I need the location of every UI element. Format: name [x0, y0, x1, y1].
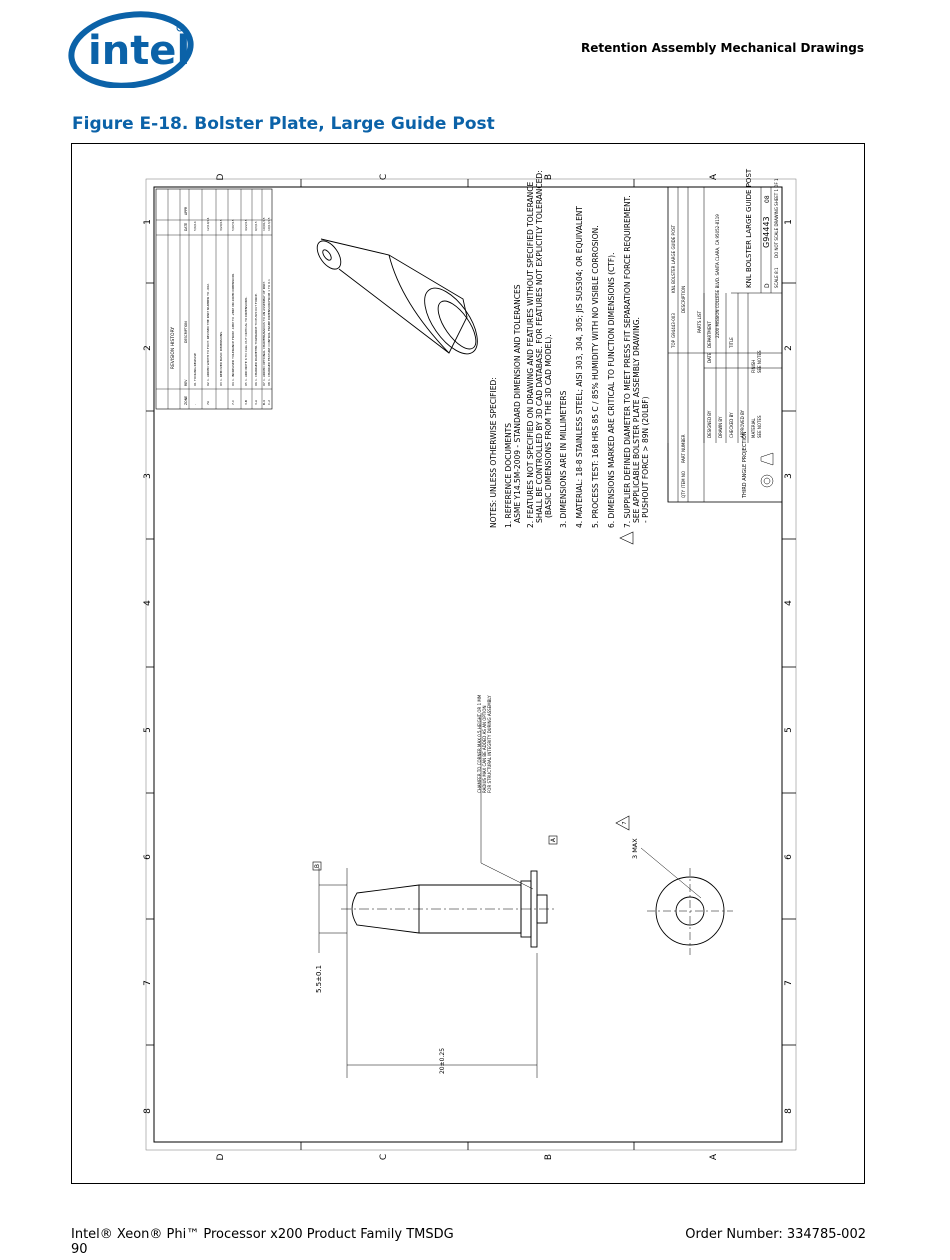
zone-number-right-1: 1 — [784, 219, 794, 225]
rev-row-3-date: 3/20/15 — [219, 219, 223, 231]
material-label: MATERIAL — [751, 418, 756, 438]
footer-order-number: Order Number: 334785-002 — [685, 1227, 866, 1242]
rev-row-2-zone: 7A — [206, 401, 210, 405]
chamfer-note-line3: FOR STRUCTURAL INTEGRITY DURING ASSEMBLY — [487, 695, 492, 793]
rev-row-1-zone: - — [193, 403, 197, 405]
parts-list-label: PARTS LIST — [697, 310, 702, 333]
chamfer-note-line2: RADIUS MAX CAN BE ADDED AS AN OPTION — [482, 705, 487, 793]
dimension-length: 20±0.25 — [439, 1047, 446, 1075]
title-block — [668, 168, 782, 502]
note-1-detail: ASME Y14.5M-2009 - STANDARD DIMENSION AND TOLERANCES — [513, 284, 522, 523]
datum-b-label: B — [314, 863, 321, 869]
finish-label: FINISH — [751, 359, 756, 373]
rev-row-4-desc: 1. INCREASED TOLERANCE FROM .1MM TO .2MM ON 20MM DIMENSION. — [231, 273, 235, 381]
rev-col-description: DESCRIPTION — [184, 321, 188, 343]
zone-letter-bottom-c: C — [379, 1153, 389, 1161]
figure-title: Figure E-18. Bolster Plate, Large Guide Post — [72, 114, 495, 134]
drawn-by-label: DRAWN BY — [718, 416, 723, 438]
zone-number-right-6: 6 — [784, 854, 794, 860]
rev-row-5-rev: 05 — [244, 382, 248, 386]
intel-address: 2200 MISSION COLLEGE BLVD. SANTA CLARA, CA 95052-8119 — [715, 214, 720, 338]
rev-row-2-desc: 1. ADDED WIDTH TO FOOT. REVISED THE PART NUMBER TO -002. — [206, 283, 210, 381]
isometric-guide-post — [312, 237, 487, 363]
zone-number-left-7: 7 — [143, 980, 153, 986]
note-2: 2. FEATURES NOT SPECIFIED ON DRAWING AND FEATURES WITHOUT SPECIFIED TOLERANCE — [526, 181, 535, 528]
zone-number-left-1: 1 — [143, 219, 153, 225]
approved-by-label: APPROVED BY — [740, 409, 745, 438]
rev-row-1-date: 5/6/14 — [193, 221, 197, 231]
rev-row-4-rev: 04 — [231, 382, 235, 386]
engineering-drawing — [71, 143, 865, 1184]
note-7: 7. SUPPLIER DEFINED DIAMETER TO MEET PRESS FIT SEPARATION FORCE REQUIREMENT. — [623, 195, 632, 528]
rev-row-6-date: 6/3/15 — [254, 221, 258, 231]
part-title: KNL BOLSTER LARGE GUIDE POST — [745, 168, 753, 288]
rev-row-2-rev: 02 — [206, 382, 210, 386]
zone-letter-bottom-d: D — [216, 1153, 226, 1161]
note-7-line3: - PUSHOUT FORCE > 89N (20LBF) — [641, 396, 650, 523]
rev-row-3-desc: 1. REMOVED BASIC DIMENSIONS. — [219, 330, 223, 381]
finish-see-notes: SEE NOTES — [757, 350, 762, 373]
dimension-diameter: 5.5±0.1 — [315, 964, 323, 993]
zone-number-right-2: 2 — [784, 345, 794, 351]
title-block-item-part: G94443-003 — [671, 313, 676, 338]
title-block-col-part: PART NUMBER — [681, 434, 686, 463]
note-5: 5. PROCESS TEST: 168 HRS 85 C / 85% HUMIDITY WITH NO VISIBLE CORROSION. — [591, 225, 600, 528]
note-1: 1. REFERENCE DOCUMENTS — [504, 422, 513, 528]
chamfer-note-line1: CHAMFER TO CORNER MAX 0.5 HEIGHT OR 1 MM — [477, 694, 482, 793]
zone-number-left-4: 4 — [143, 600, 153, 606]
rev-row-1-desc: TOOLING RELEASE — [193, 352, 197, 381]
zone-number-right-4: 4 — [784, 600, 794, 606]
zone-number-right-3: 3 — [784, 473, 794, 479]
revision-history-heading: REVISION HISTORY — [171, 326, 176, 370]
rev-col-date: DATE — [184, 222, 188, 231]
rev-row-5-desc: 1. ADD NOTE 6 TO CALL OUT CRITICAL TO DIMENSIONS. — [244, 296, 248, 381]
rev-row-7-zone: B-6 — [262, 399, 266, 405]
zone-letter-top-b: B — [544, 173, 554, 181]
svg-text:intel: intel — [88, 28, 191, 74]
rev-row-6-zone: 3-A — [254, 400, 258, 405]
zone-number-right-7: 7 — [784, 980, 794, 986]
zone-letter-top-c: C — [379, 173, 389, 181]
rev-row-7-rev: 07 — [262, 382, 266, 386]
revision-number: 08 — [764, 195, 771, 203]
zone-number-left-2: 2 — [143, 345, 153, 351]
revision-history-table — [156, 189, 272, 409]
note-flag-label: 7 — [622, 821, 628, 825]
rev-row-8-date: 10/13/15 — [267, 217, 271, 231]
datum-a-label: A — [550, 837, 557, 843]
zone-letter-bottom-b: B — [544, 1153, 554, 1161]
rev-row-7-date: 10/01/15 — [262, 217, 266, 231]
rev-col-appr: APPR — [184, 206, 188, 215]
title-block-item-desc: KNL BOLSTER LARGE GUIDE POST — [671, 224, 676, 293]
footer-doc-info — [71, 1227, 454, 1257]
department-label: DEPARTMENT — [707, 321, 712, 348]
zone-number-left-6: 6 — [143, 854, 153, 860]
zone-number-right-8: 8 — [784, 1108, 794, 1114]
sheet-label: DO NOT SCALE DRAWING SHEET 1 OF 1 — [774, 178, 779, 258]
rev-row-4-zone: 7-C — [231, 399, 235, 405]
rev-row-2-date: 12/10/14 — [206, 217, 210, 231]
rev-row-4-date: 5/07/15 — [231, 219, 235, 231]
zone-number-right-5: 5 — [784, 727, 794, 733]
rev-row-8-rev: 08 — [267, 382, 271, 386]
title-block-col-desc: DESCRIPTION — [681, 285, 686, 313]
rev-row-8-desc: 1. CHANGED FEATURE CONTROL FRAME DIMENSION FROM 1 TO 0.1 — [267, 279, 271, 381]
rev-col-zone: ZONE — [184, 395, 188, 405]
revision-rows — [193, 217, 271, 405]
note-7-triangle — [620, 532, 633, 544]
dimension-max-diameter: 3 MAX — [631, 838, 639, 859]
material-see-notes: SEE NOTES — [757, 415, 762, 438]
zone-letter-top-d: D — [216, 173, 226, 181]
title-block-top-label: TOP — [671, 339, 676, 348]
rev-row-5-zone: 3-B — [244, 400, 248, 405]
rev-row-8-zone: C-2 — [267, 399, 271, 405]
designed-by-label: DESIGNED BY — [707, 410, 712, 438]
note-3: 3. DIMENSIONS ARE IN MILLIMETERS — [559, 390, 568, 528]
rev-row-1-rev: 01 — [193, 382, 197, 386]
zone-letter-bottom-a: A — [709, 1153, 719, 1161]
rev-row-5-date: 4/22/15 — [244, 219, 248, 231]
intel-logo — [68, 6, 200, 88]
projection-symbol — [761, 453, 773, 487]
chamfer-note — [477, 694, 492, 793]
rev-row-3-rev: 03 — [219, 382, 223, 386]
projection-label: THIRD ANGLE PROJECTION — [742, 431, 748, 498]
footer-doc-title: Intel® Xeon® Phi™ Processor x200 Product Family TMSDG — [71, 1227, 454, 1242]
guide-post-side-view — [319, 713, 556, 1078]
sheet-size: D — [764, 283, 771, 288]
section-title: Retention Assembly Mechanical Drawings — [581, 41, 864, 55]
title-block-col-qty: QTY — [681, 489, 686, 498]
notes-block — [489, 170, 650, 528]
checked-by-label: CHECKED BY — [729, 412, 734, 438]
note-4: 4. MATERIAL: 18-8 STAINLESS STEEL; AISI 303, 304, 305; JIS SUS304; OR EQUIVALENT — [575, 205, 584, 528]
zone-number-left-5: 5 — [143, 727, 153, 733]
note-2-line2: SHALL BE CONTROLLED BY 3D CAD DATABASE. FOR FEATURES NOT EXPLICITLY TOLERANCED: — [535, 170, 544, 523]
scale-label: SCALE 8:1 — [774, 267, 779, 288]
date-label: DATE — [707, 352, 712, 363]
title-block-col-item: ITEM NO — [681, 470, 686, 488]
title-label: TITLE — [729, 337, 734, 348]
note-6: 6. DIMENSIONS MARKED ARE CRITICAL TO FUNCTION DIMENSIONS (CTF). — [607, 252, 616, 528]
rev-row-7-desc: 1. ADDED OPTIONAL CHAMFER/RADIUS TO AN ASSEMBLY OF PART. — [262, 281, 266, 381]
guide-post-end-view — [641, 848, 733, 955]
rev-row-6-rev: 06 — [254, 382, 258, 386]
zone-number-left-8: 8 — [143, 1108, 153, 1114]
zone-letter-top-a: A — [709, 173, 719, 181]
rev-row-6-desc: 1. CHANGED DIAMETER TOLERANCE TO PUSH OUT FORCE. — [254, 293, 258, 381]
note-2-line3: (BASIC DIMENSIONS FROM THE 3D CAD MODEL). — [544, 334, 553, 518]
note-7-line2: SEE APPLICABLE BOLSTER PLATE ASSEMBLY DRAWING. — [632, 317, 641, 523]
drawing-number: G94443 — [762, 216, 771, 248]
rev-col-rev: REV — [184, 379, 188, 386]
notes-heading: NOTES: UNLESS OTHERWISE SPECIFIED: — [489, 377, 498, 528]
footer-page-number: 90 — [71, 1242, 88, 1257]
zone-number-left-3: 3 — [143, 473, 153, 479]
